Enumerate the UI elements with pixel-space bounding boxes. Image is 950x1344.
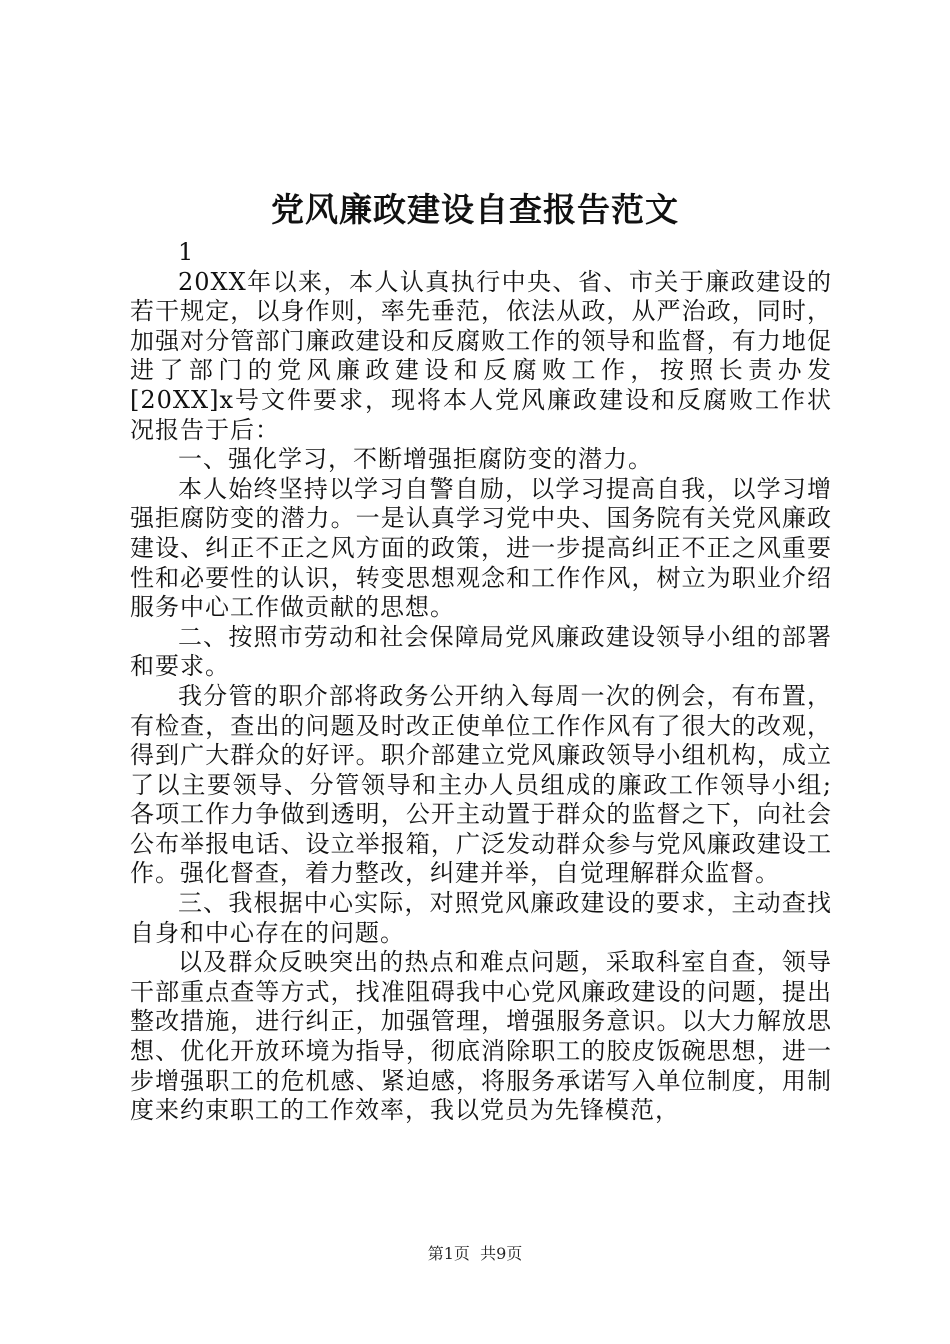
paragraph-intro: 20XX年以来，本人认真执行中央、省、市关于廉政建设的若干规定，以身作则，率先垂范，依法从政，从严治政，同时，加强对分管部门廉政建设和反腐败工作的领导和监督，有力地促进了部门的党风廉政建设和反腐败工作，按照长责办发[20XX]x号文件要求，现将本人党风廉政建设和反腐败工作状况报告于后：	[130, 267, 832, 444]
paragraph-department: 我分管的职介部将政务公开纳入每周一次的例会，有布置，有检查，查出的问题及时改正使单位工作作风有了很大的改观，得到广大群众的好评。职介部建立党风廉政领导小组机构，成立了以主要领导、分管领导和主办人员组成的廉政工作领导小组;各项工作力争做到透明，公开主动置于群众的监督之下，向社会公布举报电话、设立举报箱，广泛发动群众参与党风廉政建设工作。强化督查，着力整改，纠建并举，自觉理解群众监督。	[130, 681, 832, 888]
document-title: 党风廉政建设自查报告范文	[271, 190, 679, 229]
page-number: 第1页 共9页	[427, 1244, 523, 1263]
paragraph-problems: 以及群众反映突出的热点和难点问题，采取科室自查，领导干部重点查等方式，找准阻碍我中心党风廉政建设的问题，提出整改措施，进行纠正，加强管理，增强服务意识。以大力解放思想、优化开放环境为指导，彻底消除职工的胶皮饭碗思想，进一步增强职工的危机感、紧迫感，将服务承诺写入单位制度，用制度来约束职工的工作效率，我以党员为先锋模范，	[130, 948, 832, 1125]
paragraph-study: 本人始终坚持以学习自警自励，以学习提高自我，以学习增强拒腐防变的潜力。一是认真学习党中央、国务院有关党风廉政建设、纠正不正之风方面的政策，进一步提高纠正不正之风重要性和必要性的认识，转变思想观念和工作作风，树立为职业介绍服务中心工作做贡献的思想。	[130, 474, 832, 622]
document-body	[130, 238, 832, 1126]
section-heading-2: 二、按照市劳动和社会保障局党风廉政建设领导小组的部署和要求。	[130, 622, 832, 681]
section-heading-3: 三、我根据中心实际，对照党风廉政建设的要求，主动查找自身和中心存在的问题。	[130, 889, 832, 947]
paragraph-number: 1	[178, 238, 195, 266]
page-footer	[0, 1244, 950, 1264]
section-heading-1: 一、强化学习，不断增强拒腐防变的潜力。	[178, 445, 653, 474]
